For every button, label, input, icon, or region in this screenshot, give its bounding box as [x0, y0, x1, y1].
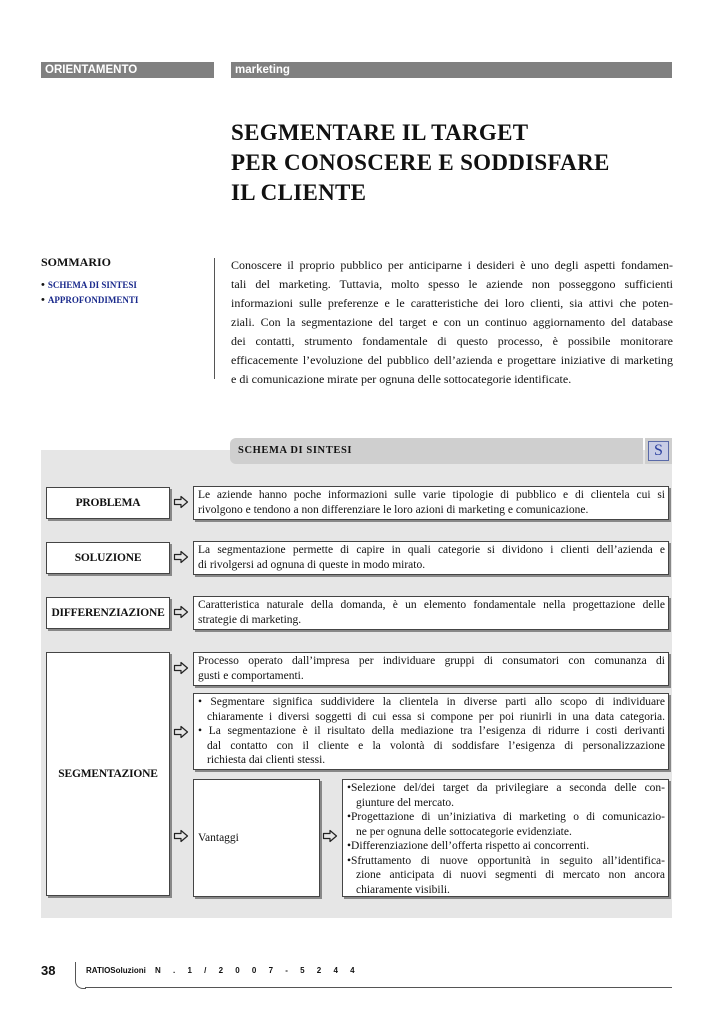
intro-line: tali del marketing. Tuttavia, molto spesso le aziende non posseggono sufficienti [231, 277, 673, 291]
text-line: Processo operato dall’impresa per individuare gruppi di consumatori con comunanza di [198, 655, 665, 667]
text-line: •Selezione del/dei target da privilegiare a seconda delle con- [347, 782, 665, 794]
text-line: strategie di marketing. [198, 613, 302, 626]
bullet-text: Selezione del/dei target da privilegiare a seconda delle con- [351, 782, 665, 794]
text-box-differenziazione [193, 596, 669, 630]
text-line: zione anticipata di nuovi segmenti di mercato non ancora [356, 869, 665, 881]
intro-line: informazioni sulle preferenze e le caratteristiche dei loro clienti, sia attivi che poten- [231, 296, 673, 310]
toc-item-schema[interactable] [41, 279, 137, 291]
label-soluzione: SOLUZIONE [46, 542, 170, 574]
toc-item-label: APPROFONDIMENTI [47, 295, 139, 305]
title-line: IL CLIENTE [231, 180, 367, 205]
title-line: SEGMENTARE IL TARGET [231, 120, 529, 145]
magazine-name: RATIOSoluzioni [86, 966, 146, 975]
s-badge-icon: S [648, 441, 669, 461]
bullet-text: Sfruttamento di nuove opportunità in seguito all’identifica- [351, 854, 665, 867]
text-line: Caratteristica naturale della domanda, è un elemento fondamentale nella progettazione delle [198, 599, 665, 611]
text-line: • La segmentazione è il risultato della mediazione tra l’esigenza di ridurre i costi derivanti [198, 725, 665, 737]
label-segmentazione: SEGMENTAZIONE [46, 652, 170, 896]
toc-item-approfondimenti[interactable] [41, 294, 138, 306]
text-box-processo [193, 652, 669, 686]
text-line: • Segmentare significa suddividere la clientela in diverse parti allo scopo di individuare [198, 696, 665, 708]
intro-line: ziali. Con la segmentazione del target e con un continuo aggiornamento del database [231, 315, 673, 329]
bullet: • [41, 294, 45, 306]
intro-line: dei contatti, strumento fondamentale di questo processo, è possibile monitorare [231, 334, 673, 348]
bullet-text: Progettazione di un’iniziativa di marketing o di comunicazio- [351, 811, 665, 823]
intro-line: e di comunicazione mirate per ognuna delle sottocategorie identificate. [231, 372, 572, 386]
text-line: chiaramente i diversi soggetti di cui essa si compone per poi riunirli in una data categoria. [207, 710, 665, 723]
schema-badge [645, 438, 672, 464]
title-line: PER CONOSCERE E SODDISFARE [231, 150, 610, 175]
vantaggi-label: Vantaggi [198, 831, 239, 844]
text-box-vantaggi-label [193, 779, 320, 897]
intro-line: efficacemente l’evoluzione del pubblico dell’azienda e progettare iniziative di marketing [231, 353, 673, 367]
text-box-definizioni [193, 693, 669, 770]
text-box-problema [193, 486, 669, 520]
bullet-text: Segmentare significa suddividere la clientela in diverse parti allo scopo di individuare [210, 696, 665, 708]
intro-paragraph [231, 256, 673, 389]
page-number: 38 [41, 963, 56, 978]
text-line: giunture del mercato. [356, 796, 455, 809]
bullet: • [41, 279, 45, 291]
arrow-right-icon [173, 725, 189, 739]
text-line: richiesta dai clienti stessi. [207, 754, 326, 766]
label-differenziazione: DIFFERENZIAZIONE [46, 597, 170, 629]
sommario-heading: SOMMARIO [41, 255, 111, 269]
schema-heading: SCHEMA DI SINTESI [230, 438, 643, 464]
text-box-soluzione [193, 541, 669, 575]
bullet-text: Differenziazione dell’offerta rispetto ai concorrenti. [351, 840, 590, 852]
text-line: dal contatto con il cliente e la volontà di soddisfare l’esigenza di personalizzazione [207, 739, 665, 752]
footer-rule-curve [75, 962, 86, 989]
arrow-right-icon [173, 661, 189, 675]
section-label: ORIENTAMENTO [41, 62, 214, 78]
issue-number: N . 1 / 2 0 0 7 - 5 2 4 4 [155, 966, 360, 975]
article-title [231, 118, 610, 208]
arrow-right-icon [173, 495, 189, 509]
bullet-text: La segmentazione è il risultato della mediazione tra l’esigenza di ridurre i costi derivanti [208, 725, 665, 737]
toc-item-label: SCHEMA DI SINTESI [47, 280, 137, 290]
arrow-right-icon [173, 829, 189, 843]
intro-line: Conoscere il proprio pubblico per anticiparne i desideri è uno degli aspetti fondamen- [231, 258, 673, 272]
topic-label: marketing [231, 62, 672, 78]
text-box-vantaggi [342, 779, 669, 897]
label-problema: PROBLEMA [46, 487, 170, 519]
text-line: •Sfruttamento di nuove opportunità in seguito all’identifica- [347, 854, 665, 867]
footer-rule [85, 987, 672, 988]
arrow-right-icon [173, 605, 189, 619]
text-line: gusti e comportamenti. [198, 669, 304, 682]
text-line: •Progettazione di un’iniziativa di marketing o di comunicazio- [347, 811, 665, 823]
text-line: di rivolgersi ad ognuna di queste in modo mirato. [198, 558, 426, 571]
arrow-right-icon [322, 829, 338, 843]
text-line: •Differenziazione dell’offerta rispetto ai concorrenti. [347, 840, 590, 852]
divider [214, 258, 215, 379]
text-line: chiaramente visibili. [356, 883, 450, 896]
text-line: Le aziende hanno poche informazioni sulle varie tipologie di pubblico e di clientela cui si [198, 489, 665, 501]
text-line: rivolgono e tendono a non differenziare le loro azioni di marketing e comunicazione. [198, 503, 589, 516]
arrow-right-icon [173, 550, 189, 564]
text-line: ne per ognuna delle sottocategorie evidenziate. [356, 825, 572, 838]
text-line: La segmentazione permette di capire in quali categorie si dividono i clienti dell’azienda e [198, 544, 665, 556]
